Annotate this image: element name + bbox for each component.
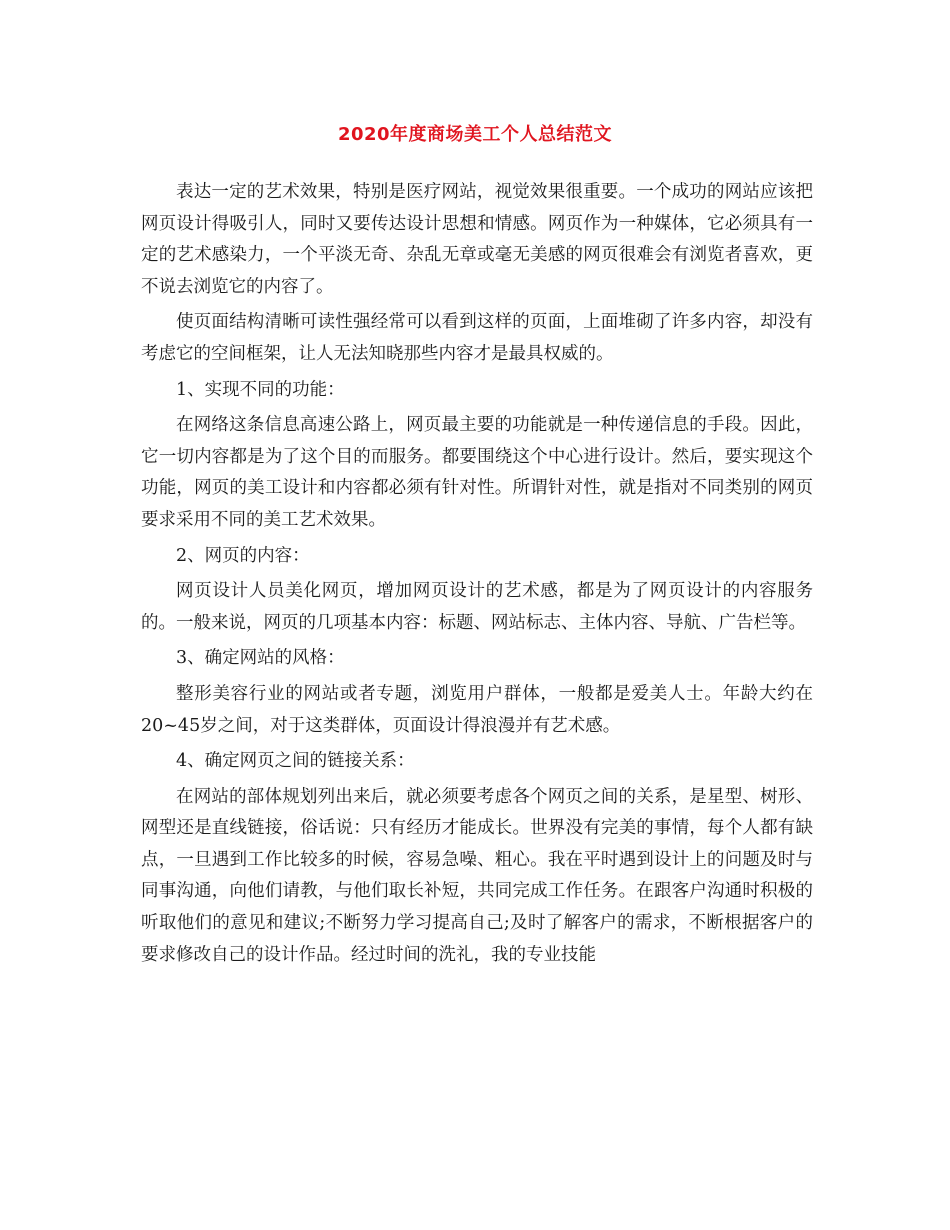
section-heading: 2、网页的内容： [176,545,310,566]
section-heading: 4、确定网页之间的链接关系： [176,751,415,772]
body-paragraph: 在网络这条信息高速公路上，网页最主要的功能就是一种传递信息的手段。因此，它一切内容都是为了这个目的而服务。都要围绕这个中心进行设计。然后，要实现这个功能，网页的美工设计和内容都必须有针对性。所谓针对性，就是指对不同类别的网页要求采用不同的美工艺术效果。 [141,415,813,530]
section-heading: 3、确定网站的风格： [176,648,345,669]
document-body [141,177,813,975]
body-paragraph: 表达一定的艺术效果，特别是医疗网站，视觉效果很重要。一个成功的网站应该把网页设计得吸引人，同时又要传达设计思想和情感。网页作为一种媒体，它必须具有一定的艺术感染力，一个平淡无奇、杂乱无章或毫无美感的网页很难会有浏览者喜欢，更不说去浏览它的内容了。 [141,182,813,297]
document-title: 2020年度商场美工个人总结范文 [337,124,613,145]
body-paragraph: 整形美容行业的网站或者专题，浏览用户群体，一般都是爱美人士。年龄大约在20~45岁之间，对于这类群体，页面设计得浪漫并有艺术感。 [141,683,813,736]
body-paragraph: 使页面结构清晰可读性强经常可以看到这样的页面，上面堆砌了许多内容，却没有考虑它的空间框架，让人无法知晓那些内容才是最具权威的。 [141,312,813,364]
body-paragraph: 在网站的部体规划列出来后，就必须要考虑各个网页之间的关系，是星型、树形、网型还是直线链接，俗话说：只有经历才能成长。世界没有完美的事情，每个人都有缺点，一旦遇到工作比较多的时候，容易急噪、粗心。我在平时遇到设计上的问题及时与同事沟通，向他们请教，与他们取长补短，共同完成工作任务。在跟客户沟通时积极的听取他们的意见和建议;不断努力学习提高自己;及时了解客户的需求，不断根据客户的要求修改自己的设计作品。经过时间的洗礼，我的专业技能 [141,786,813,965]
section-heading: 1、实现不同的功能： [176,379,345,400]
body-paragraph: 网页设计人员美化网页，增加网页设计的艺术感，都是为了网页设计的内容服务的。一般来说，网页的几项基本内容：标题、网站标志、主体内容、导航、广告栏等。 [141,581,813,633]
